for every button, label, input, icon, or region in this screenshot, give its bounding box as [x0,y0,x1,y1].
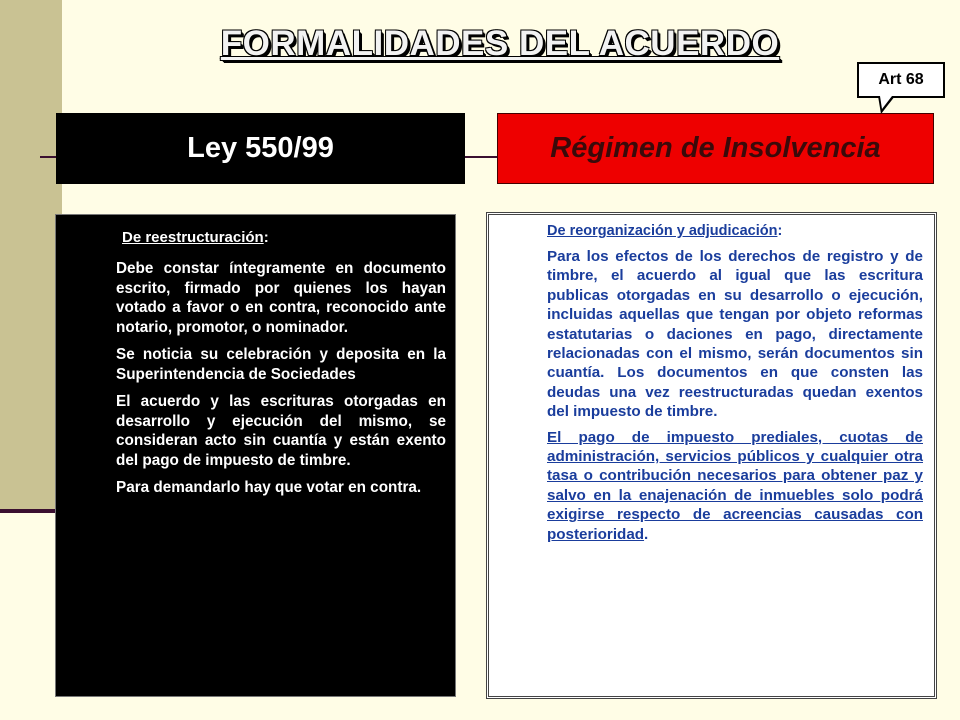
callout-pointer-fill [880,96,892,109]
left-panel-content [116,229,446,506]
right-heading-suffix: : [777,223,783,239]
connector-line-middle [465,156,498,158]
right-paragraph-suffix: . [644,525,649,543]
left-decorative-strip [0,0,62,512]
left-paragraph: Se noticia su celebración y deposita en la Superintendencia de Sociedades [116,346,446,383]
article-callout: Art 68 [857,62,945,98]
right-paragraph: Para los efectos de los derechos de registro y de timbre, el acuerdo al igual que las escritura publicas otorgadas en su desarrollo o ejecución, incluidas aquellas que tengan por objeto reformas estatutarias o daciones en pago, directamente relacionadas con el mismo, serán documentos sin cuantía. Los documentos en que consten las deudas una vez reestructuradas quedan exentos del impuesto de timbre. [547,248,923,421]
ley-header: Ley 550/99 [56,113,465,184]
left-panel-heading [122,229,446,246]
left-panel [55,214,456,697]
page-title: FORMALIDADES DEL ACUERDO [220,24,780,63]
right-paragraph-underlined [547,428,923,544]
left-paragraph: Debe constar íntegramente en documento escrito, firmado por quienes los hayan votado a favor o en contra, reconocido ante notario, promotor, o nominador. [116,260,446,336]
right-heading-text: De reorganización y adjudicación [547,223,778,239]
left-heading-suffix: : [263,229,269,246]
right-paragraph-underlined-text: El pago de impuesto prediales, cuotas de administración, servicios públicos y cualquier otra tasa o contribución necesarios para obtener paz y salvo en la enajenación de inmuebles solo podrá exigirse respecto de acreencias causadas con posterioridad [547,428,923,543]
left-paragraph: Para demandarlo hay que votar en contra. [116,479,422,496]
right-panel [486,212,937,699]
left-paragraph: El acuerdo y las escrituras otorgadas en desarrollo y ejecución del mismo, se consideran acto sin cuantía y están exento del pago de impuesto de timbre. [116,393,446,469]
regimen-header: Régimen de Insolvencia [497,113,934,184]
left-heading-text: De reestructuración [122,229,264,246]
right-panel-heading [547,223,923,239]
divider-line [0,509,58,513]
right-panel-content [547,223,923,550]
